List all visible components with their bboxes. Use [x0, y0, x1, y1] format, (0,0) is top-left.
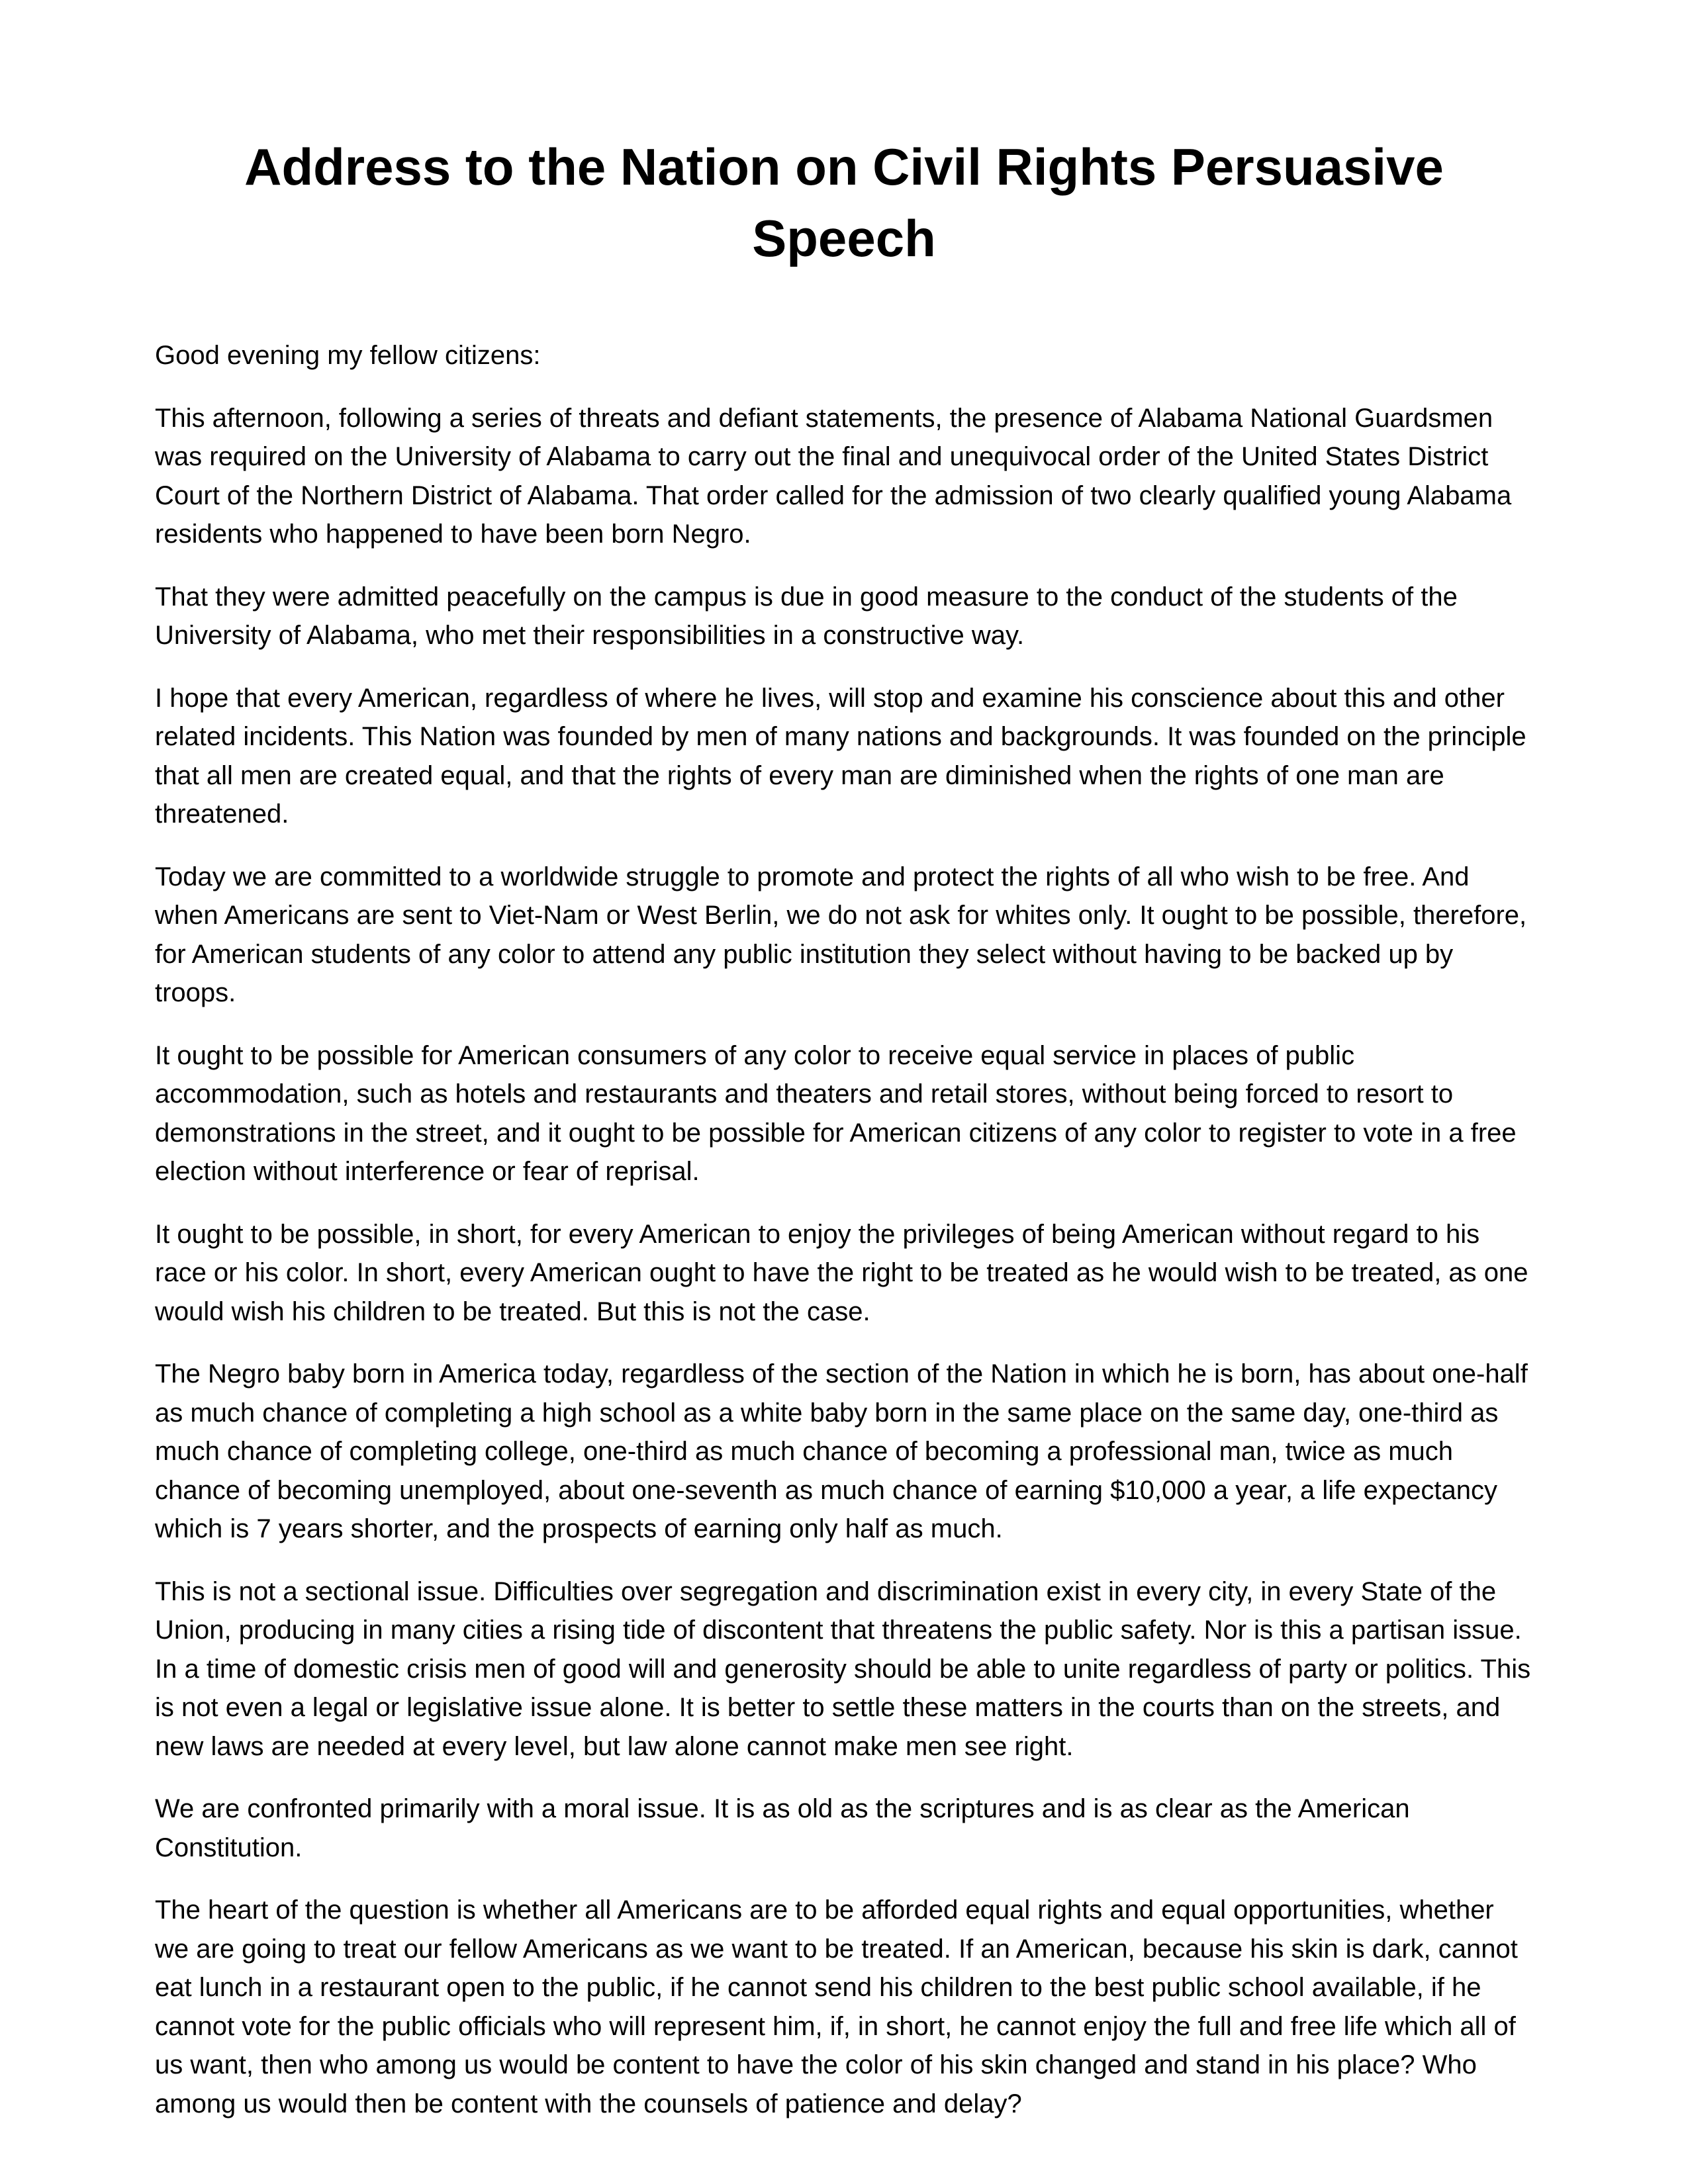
paragraph-worldwide-struggle: Today we are committed to a worldwide struggle to promote and protect the rights of all who wish to be free. And when Americans are sent to Viet-Nam or West Berlin, we do not ask for whites only. It ought to be possible, therefore, for American students of any color to attend any public institution they select without having to be backed up by troops.	[155, 862, 1527, 1007]
speech-body	[155, 336, 1533, 2123]
paragraph-equal-service: It ought to be possible for American consumers of any color to receive equal service in places of public accommodation, such as hotels and restaurants and theaters and retail stores, without being forced to resort to demonstrations in the street, and it ought to be possible for American citizens of any color to register to vote in a free election without interference or fear of reprisal.	[155, 1040, 1517, 1186]
paragraph-examine-conscience: I hope that every American, regardless of where he lives, will stop and examine his conscience about this and other related incidents. This Nation was founded by men of many nations and backgrounds. It was founded on the principle that all men are created equal, and that the rights of every man are diminished when the rights of one man are threatened.	[155, 683, 1526, 829]
paragraph-alabama-order: This afternoon, following a series of threats and defiant statements, the presence of Alabama National Guardsmen was required on the University of Alabama to carry out the final and unequivocal order of the United States District Court of the Northern District of Alabama. That order called for the admission of two clearly qualified young Alabama residents who happened to have been born Negro.	[155, 403, 1512, 549]
paragraph-greeting: Good evening my fellow citizens:	[155, 341, 541, 370]
paragraph-moral-issue: We are confronted primarily with a moral issue. It is as old as the scriptures and is as clear as the American Constitution.	[155, 1794, 1410, 1862]
paragraph-privileges: It ought to be possible, in short, for every American to enjoy the privileges of being American without regard to his race or his color. In short, every American ought to have the right to be treated as he would wish to be treated, as one would wish his children to be treated. But this is not the case.	[155, 1219, 1528, 1326]
page-title: Address to the Nation on Civil Rights Persuasive Speech	[244, 138, 1444, 267]
paragraph-heart-of-question: The heart of the question is whether all Americans are to be afforded equal rights and equal opportunities, whether we are going to treat our fellow Americans as we want to be treated. If an American, because his skin is dark, cannot eat lunch in a restaurant open to the public, if he cannot send his children to the best public school available, if he cannot vote for the public officials who will represent him, if, in short, he cannot enjoy the full and free life which all of us want, then who among us would be content to have the color of his skin changed and stand in his place? Who among us would then be content with the counsels of patience and delay?	[155, 1895, 1518, 2118]
paragraph-negro-baby: The Negro baby born in America today, regardless of the section of the Nation in which he is born, has about one-half as much chance of completing a high school as a white baby born in the same place on the same day, one-third as much chance of completing college, one-third as much chance of becoming a professional man, twice as much chance of becoming unemployed, about one-seventh as much chance of earning $10,000 a year, a life expectancy which is 7 years shorter, and the prospects of earning only half as much.	[155, 1359, 1528, 1543]
paragraph-not-sectional: This is not a sectional issue. Difficulties over segregation and discrimination exist in every city, in every State of the Union, producing in many cities a rising tide of discontent that threatens the public safety. Nor is this a partisan issue. In a time of domestic crisis men of good will and generosity should be able to unite regardless of party or politics. This is not even a legal or legislative issue alone. It is better to settle these matters in the courts than on the streets, and new laws are needed at every level, but law alone cannot make men see right.	[155, 1576, 1531, 1761]
paragraph-admitted-peacefully: That they were admitted peacefully on the campus is due in good measure to the conduct of the students of the University of Alabama, who met their responsibilities in a constructive way.	[155, 582, 1458, 650]
